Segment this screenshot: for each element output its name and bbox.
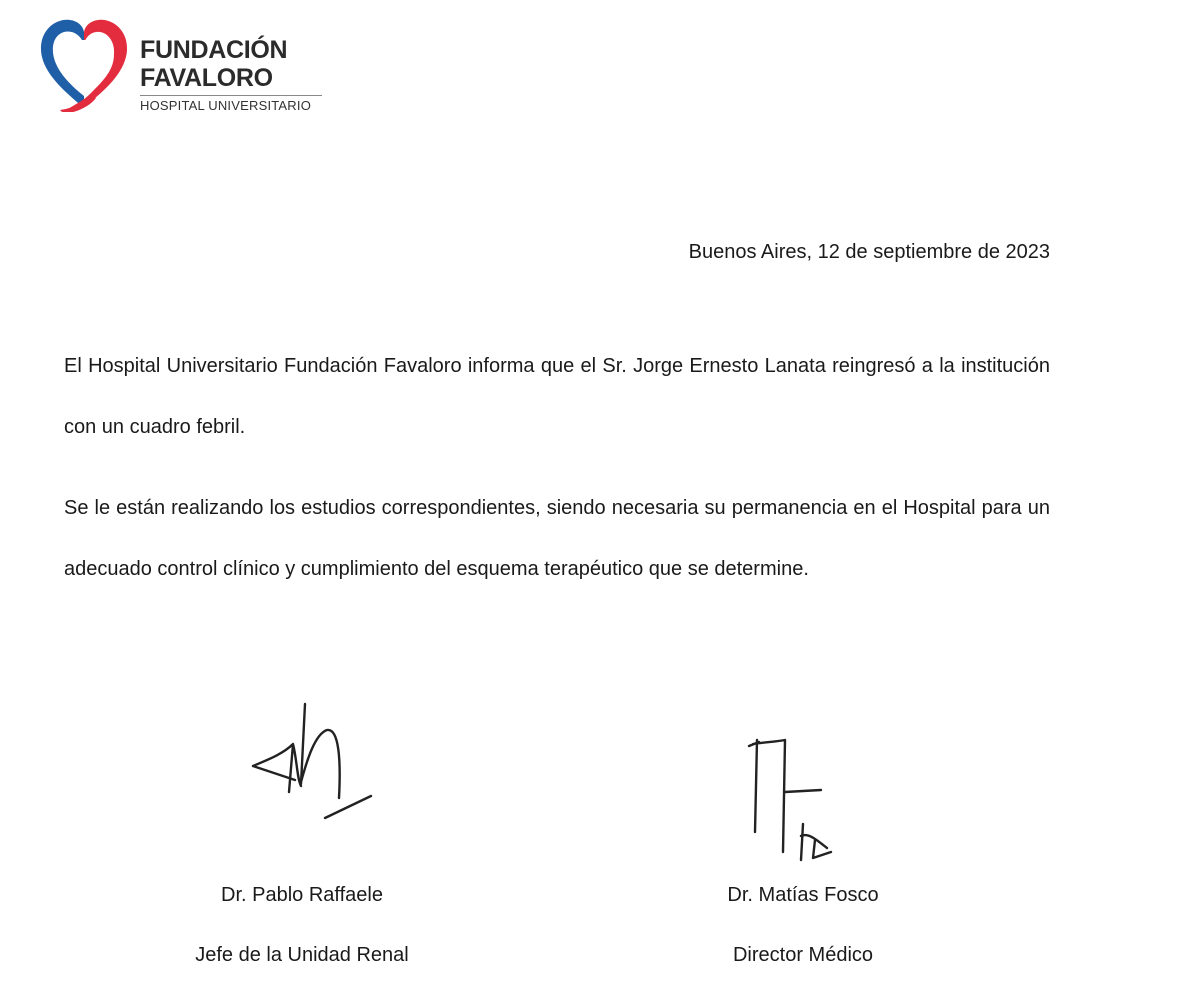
- signatory-2: [650, 865, 956, 985]
- letter-date: Buenos Aires, 12 de septiembre de 2023: [688, 241, 1050, 263]
- fundacion-favaloro-logo: [38, 16, 338, 116]
- logo-name-line1: FUNDACIÓN: [140, 36, 288, 64]
- signatory-1: [150, 865, 454, 985]
- letter-paragraph-1: El Hospital Universitario Fundación Favaloro informa que el Sr. Jorge Ernesto Lanata reingresó a la institución con un cuadro febril.: [64, 355, 1050, 438]
- signature-raffaele: [245, 700, 385, 830]
- logo-divider: [140, 95, 322, 96]
- signatory-name: Dr. Pablo Raffaele: [221, 884, 383, 906]
- logo-wordmark: [140, 38, 322, 112]
- heart-cross-logo-icon: [38, 16, 130, 112]
- signatory-title: Jefe de la Unidad Renal: [195, 944, 409, 966]
- logo-name-line2: FAVALORO: [140, 64, 273, 92]
- signature-fosco: [735, 732, 835, 868]
- signatory-name: Dr. Matías Fosco: [727, 884, 879, 906]
- letter-paragraph-2: Se le están realizando los estudios correspondientes, siendo necesaria su permanencia en el Hospital para un adecuado control clínico y cumplimiento del esquema terapéutico que se determine.: [64, 497, 1050, 580]
- signatory-title: Director Médico: [732, 944, 874, 966]
- logo-subtitle: HOSPITAL UNIVERSITARIO: [140, 98, 312, 113]
